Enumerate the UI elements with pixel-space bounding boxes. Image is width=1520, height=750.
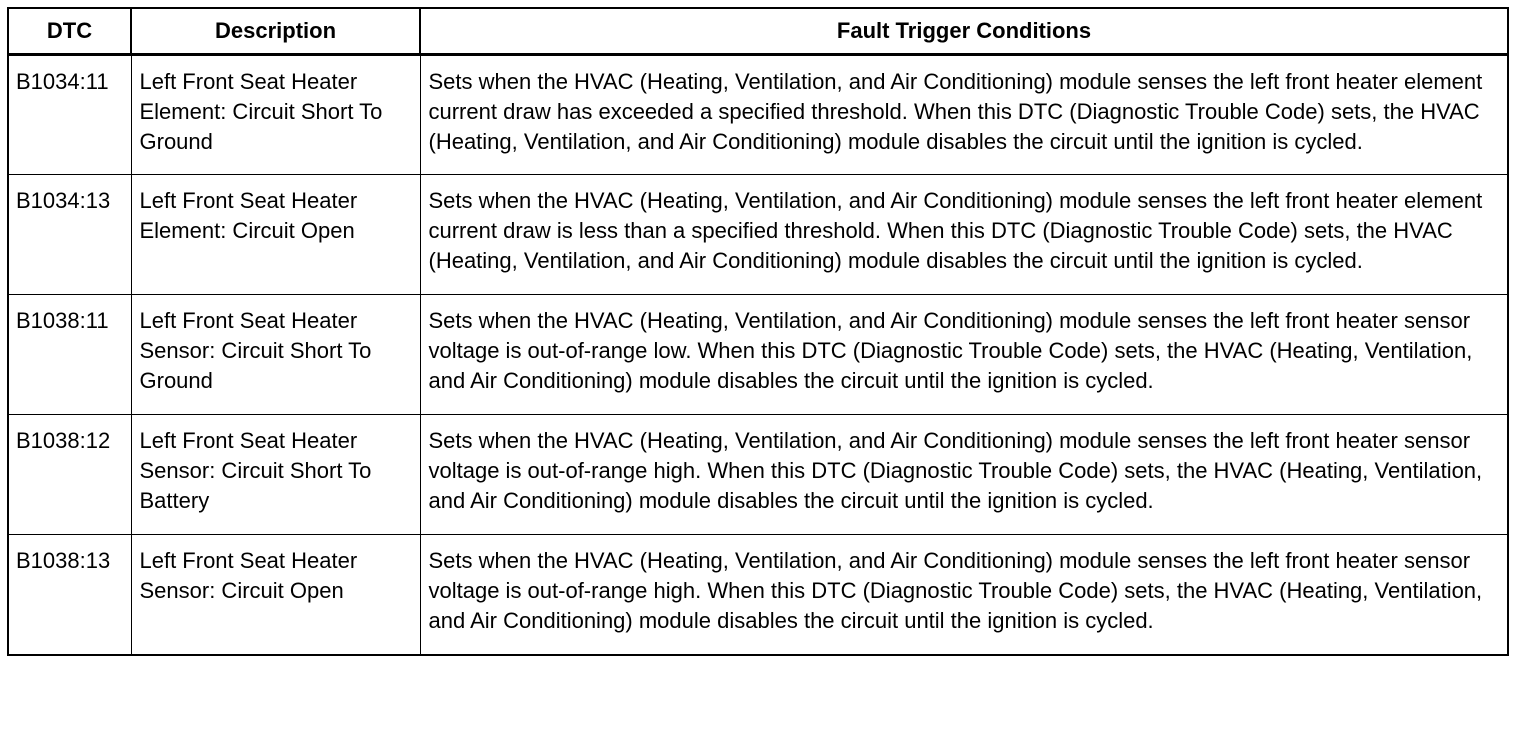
table-row xyxy=(8,55,1508,175)
dtc-table xyxy=(7,7,1509,656)
conditions-cell: Sets when the HVAC (Heating, Ventilation, and Air Conditioning) module senses the left front heater element current draw is less than a specified threshold. When this DTC (Diagnostic Trouble Code) sets, the HVAC (Heating, Ventilation, and Air Conditioning) module disables the circuit until the ignition is cycled. xyxy=(420,175,1508,295)
dtc-code-cell: B1038:12 xyxy=(8,415,131,535)
table-row xyxy=(8,295,1508,415)
table-row xyxy=(8,535,1508,655)
header-dtc: DTC xyxy=(8,8,131,55)
dtc-code-cell: B1038:11 xyxy=(8,295,131,415)
description-cell: Left Front Seat Heater Sensor: Circuit Short To Battery xyxy=(131,415,420,535)
table-header-row xyxy=(8,8,1508,55)
conditions-cell: Sets when the HVAC (Heating, Ventilation, and Air Conditioning) module senses the left front heater sensor voltage is out-of-range high. When this DTC (Diagnostic Trouble Code) sets, the HVAC (Heating, Ventilation, and Air Conditioning) module disables the circuit until the ignition is cycled. xyxy=(420,415,1508,535)
header-description: Description xyxy=(131,8,420,55)
table-row xyxy=(8,415,1508,535)
description-cell: Left Front Seat Heater Sensor: Circuit Short To Ground xyxy=(131,295,420,415)
table-row xyxy=(8,175,1508,295)
conditions-cell: Sets when the HVAC (Heating, Ventilation, and Air Conditioning) module senses the left front heater sensor voltage is out-of-range high. When this DTC (Diagnostic Trouble Code) sets, the HVAC (Heating, Ventilation, and Air Conditioning) module disables the circuit until the ignition is cycled. xyxy=(420,535,1508,655)
description-cell: Left Front Seat Heater Element: Circuit Open xyxy=(131,175,420,295)
conditions-cell: Sets when the HVAC (Heating, Ventilation, and Air Conditioning) module senses the left front heater sensor voltage is out-of-range low. When this DTC (Diagnostic Trouble Code) sets, the HVAC (Heating, Ventilation, and Air Conditioning) module disables the circuit until the ignition is cycled. xyxy=(420,295,1508,415)
description-cell: Left Front Seat Heater Element: Circuit Short To Ground xyxy=(131,55,420,175)
dtc-code-cell: B1034:13 xyxy=(8,175,131,295)
dtc-code-cell: B1038:13 xyxy=(8,535,131,655)
dtc-code-cell: B1034:11 xyxy=(8,55,131,175)
conditions-cell: Sets when the HVAC (Heating, Ventilation, and Air Conditioning) module senses the left front heater element current draw has exceeded a specified threshold. When this DTC (Diagnostic Trouble Code) sets, the HVAC (Heating, Ventilation, and Air Conditioning) module disables the circuit until the ignition is cycled. xyxy=(420,55,1508,175)
description-cell: Left Front Seat Heater Sensor: Circuit Open xyxy=(131,535,420,655)
header-fault-trigger-conditions: Fault Trigger Conditions xyxy=(420,8,1508,55)
dtc-table-container xyxy=(7,7,1507,656)
